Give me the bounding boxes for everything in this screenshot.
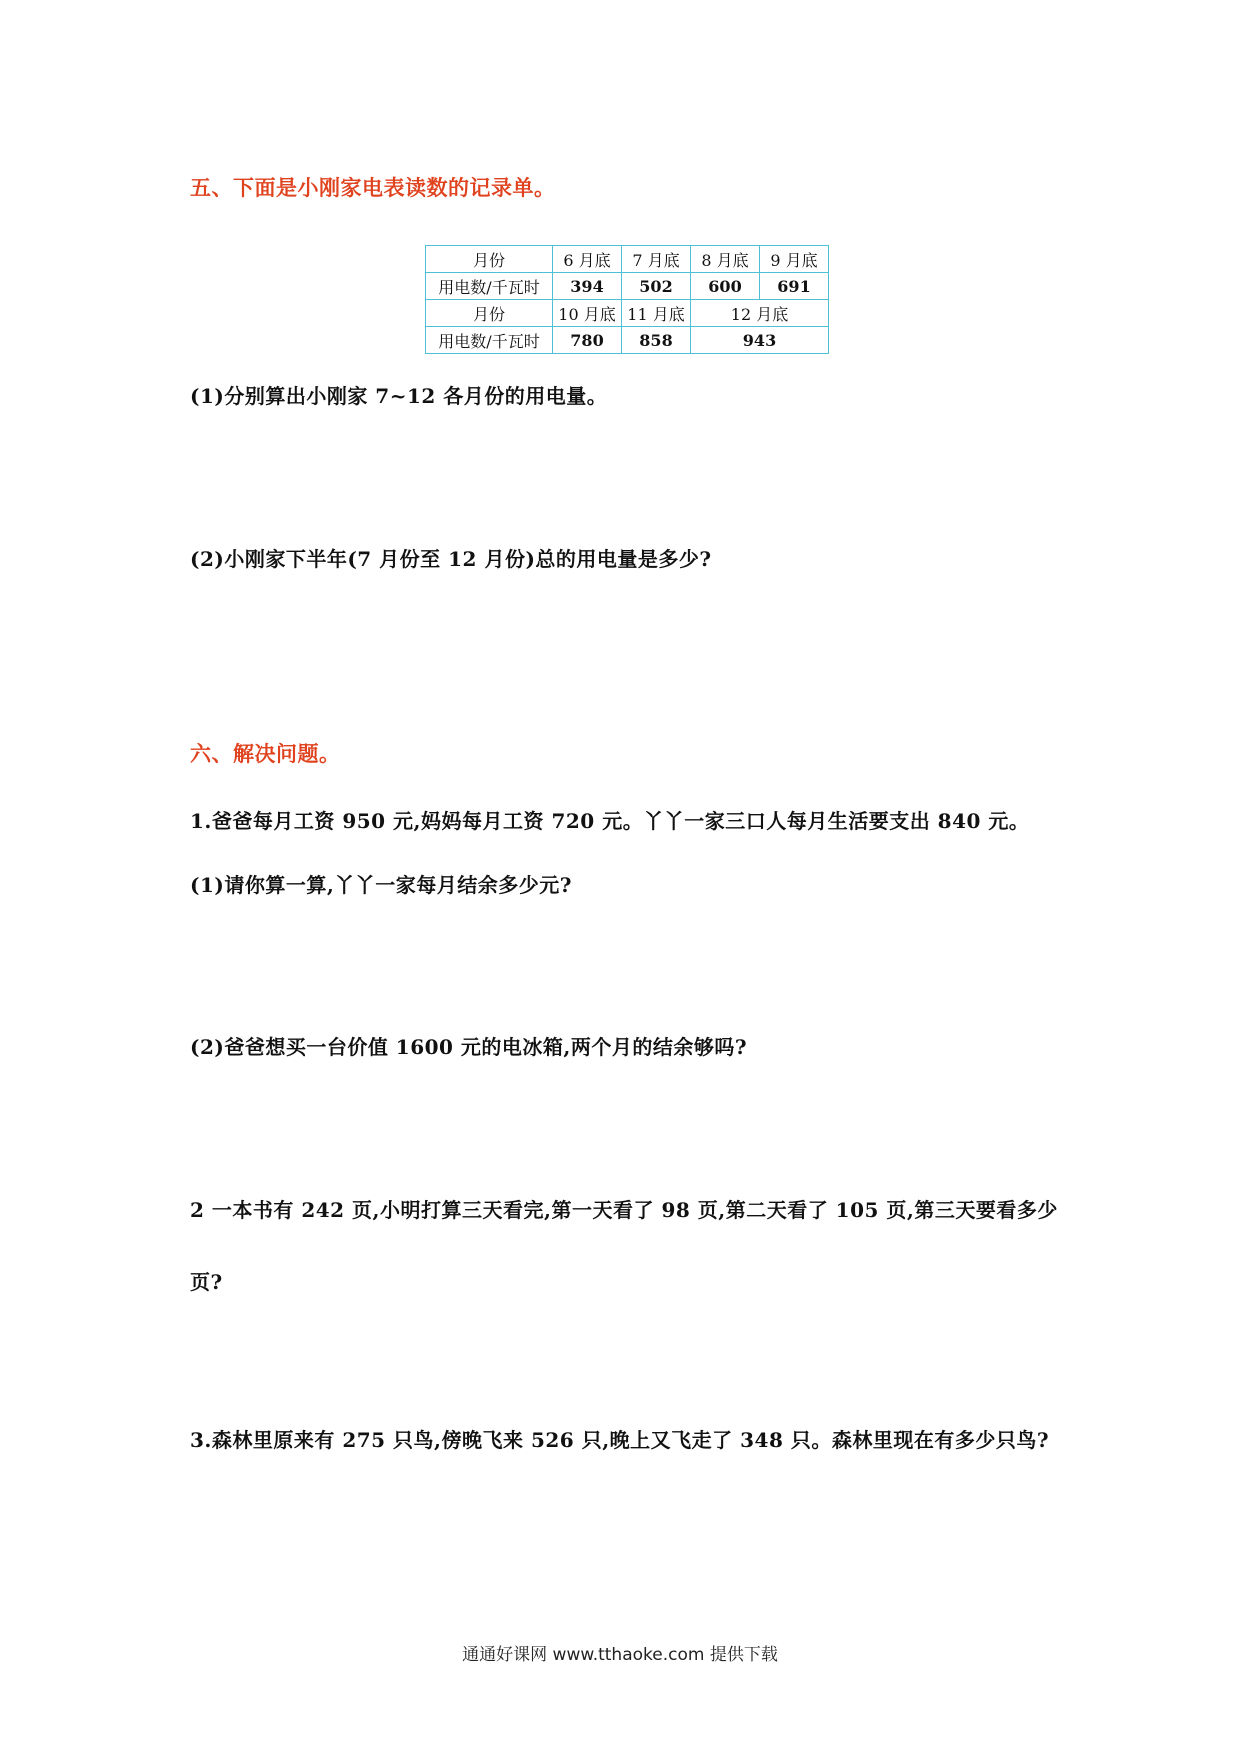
section-6-heading: 六、解决问题。 [190, 741, 341, 766]
table-cell: 502 [622, 273, 691, 300]
table-row [426, 327, 829, 354]
problem-1: 1.爸爸每月工资 950 元,妈妈每月工资 720 元。丫丫一家三口人每月生活要支出 840 元。 [190, 809, 1030, 833]
table-cell: 11 月底 [622, 300, 691, 327]
table-cell: 10 月底 [553, 300, 622, 327]
table-cell: 月份 [426, 300, 553, 327]
problem-1-question-2: (2)爸爸想买一台价值 1600 元的电冰箱,两个月的结余够吗? [190, 1035, 748, 1059]
table-row [426, 300, 829, 327]
table-cell: 用电数/千瓦时 [426, 327, 553, 354]
table-cell: 943 [691, 327, 829, 354]
problem-2-line-2: 页? [190, 1270, 223, 1294]
question-5-1: (1)分别算出小刚家 7~12 各月份的用电量。 [190, 384, 608, 408]
table-cell: 780 [553, 327, 622, 354]
table-cell: 394 [553, 273, 622, 300]
section-5-heading: 五、下面是小刚家电表读数的记录单。 [190, 175, 556, 200]
table-cell: 9 月底 [760, 246, 829, 273]
problem-3: 3.森林里原来有 275 只鸟,傍晚飞来 526 只,晚上又飞走了 348 只。森林里现在有多少只鸟? [190, 1428, 1050, 1452]
problem-2-line-1: 2 一本书有 242 页,小明打算三天看完,第一天看了 98 页,第二天看了 105 页,第三天要看多少 [190, 1198, 1058, 1222]
table-cell: 月份 [426, 246, 553, 273]
table-cell: 6 月底 [553, 246, 622, 273]
table-cell: 8 月底 [691, 246, 760, 273]
table-cell: 12 月底 [691, 300, 829, 327]
table-cell: 691 [760, 273, 829, 300]
meter-reading-table [425, 245, 829, 354]
table-cell: 858 [622, 327, 691, 354]
question-5-2: (2)小刚家下半年(7 月份至 12 月份)总的用电量是多少? [190, 547, 712, 571]
table-cell: 用电数/千瓦时 [426, 273, 553, 300]
table-row [426, 246, 829, 273]
problem-1-question-1: (1)请你算一算,丫丫一家每月结余多少元? [190, 873, 573, 897]
table-cell: 7 月底 [622, 246, 691, 273]
footer-credit: 通通好课网 www.tthaoke.com 提供下载 [462, 1645, 778, 1665]
table-row [426, 273, 829, 300]
table-cell: 600 [691, 273, 760, 300]
